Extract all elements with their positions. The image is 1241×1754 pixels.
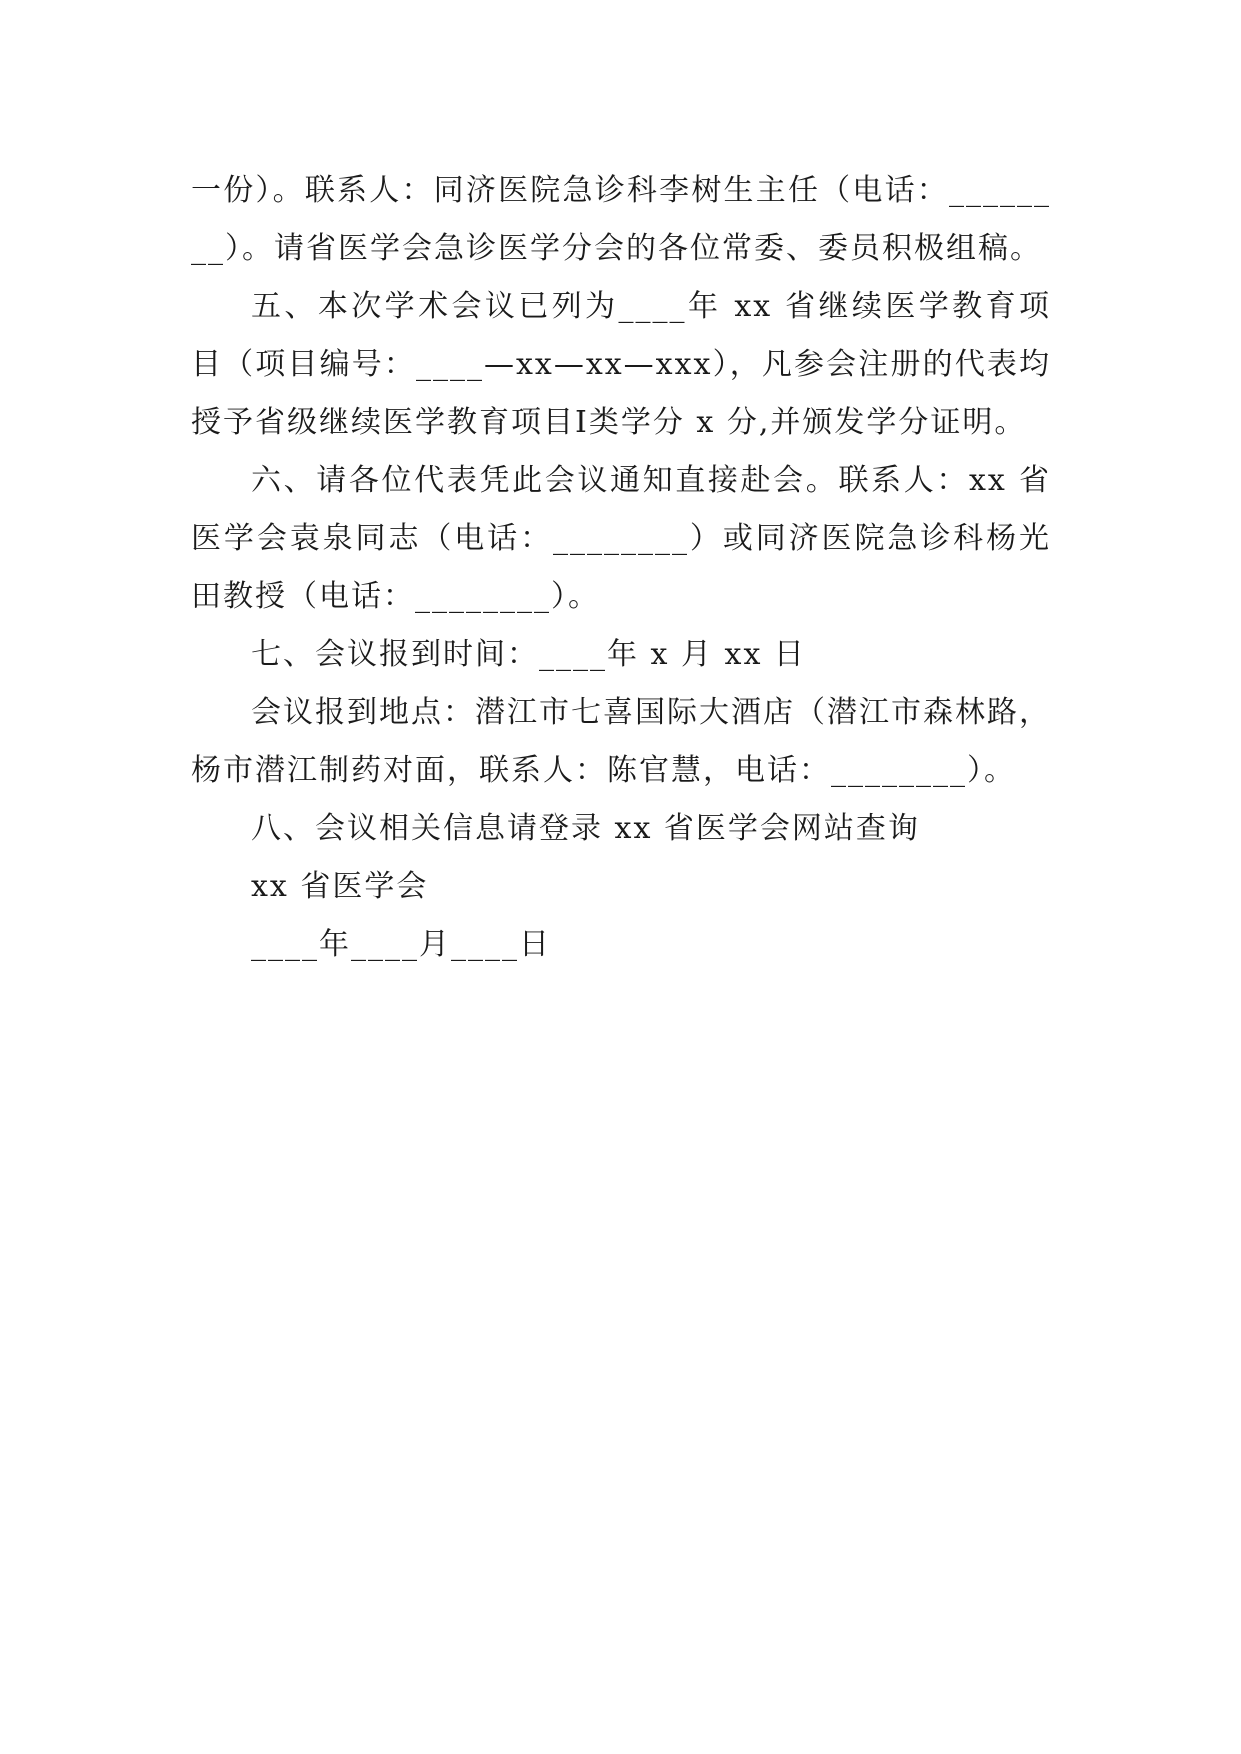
document-body [191,162,1051,974]
paragraph-item-7: 七、会议报到时间：____年 x 月 xx 日 [251,637,806,672]
paragraph-item-5: 五、本次学术会议已列为____年 xx 省继续医学教育项目（项目编号：____—xx—xx—xxx），凡参会注册的代表均授予省级继续医学教育项目Ⅰ类学分 x 分,并颁发学分证明。 [191,289,1051,440]
paragraph-venue: 会议报到地点：潜江市七喜国际大酒店（潜江市森林路，杨市潜江制药对面，联系人：陈官慧，电话：________）。 [191,695,1051,788]
paragraph-contact: 一份）。联系人：同济医院急诊科李树生主任（电话：________）。请省医学会急诊医学分会的各位常委、委员积极组稿。 [191,173,1051,266]
paragraph-item-8: 八、会议相关信息请登录 xx 省医学会网站查询 [251,811,920,846]
signature-date: ____年____月____日 [251,927,551,962]
signature-organization: xx 省医学会 [251,869,429,904]
paragraph-item-6: 六、请各位代表凭此会议通知直接赴会。联系人：xx 省医学会袁泉同志（电话：________）或同济医院急诊科杨光田教授（电话：________）。 [191,463,1051,614]
